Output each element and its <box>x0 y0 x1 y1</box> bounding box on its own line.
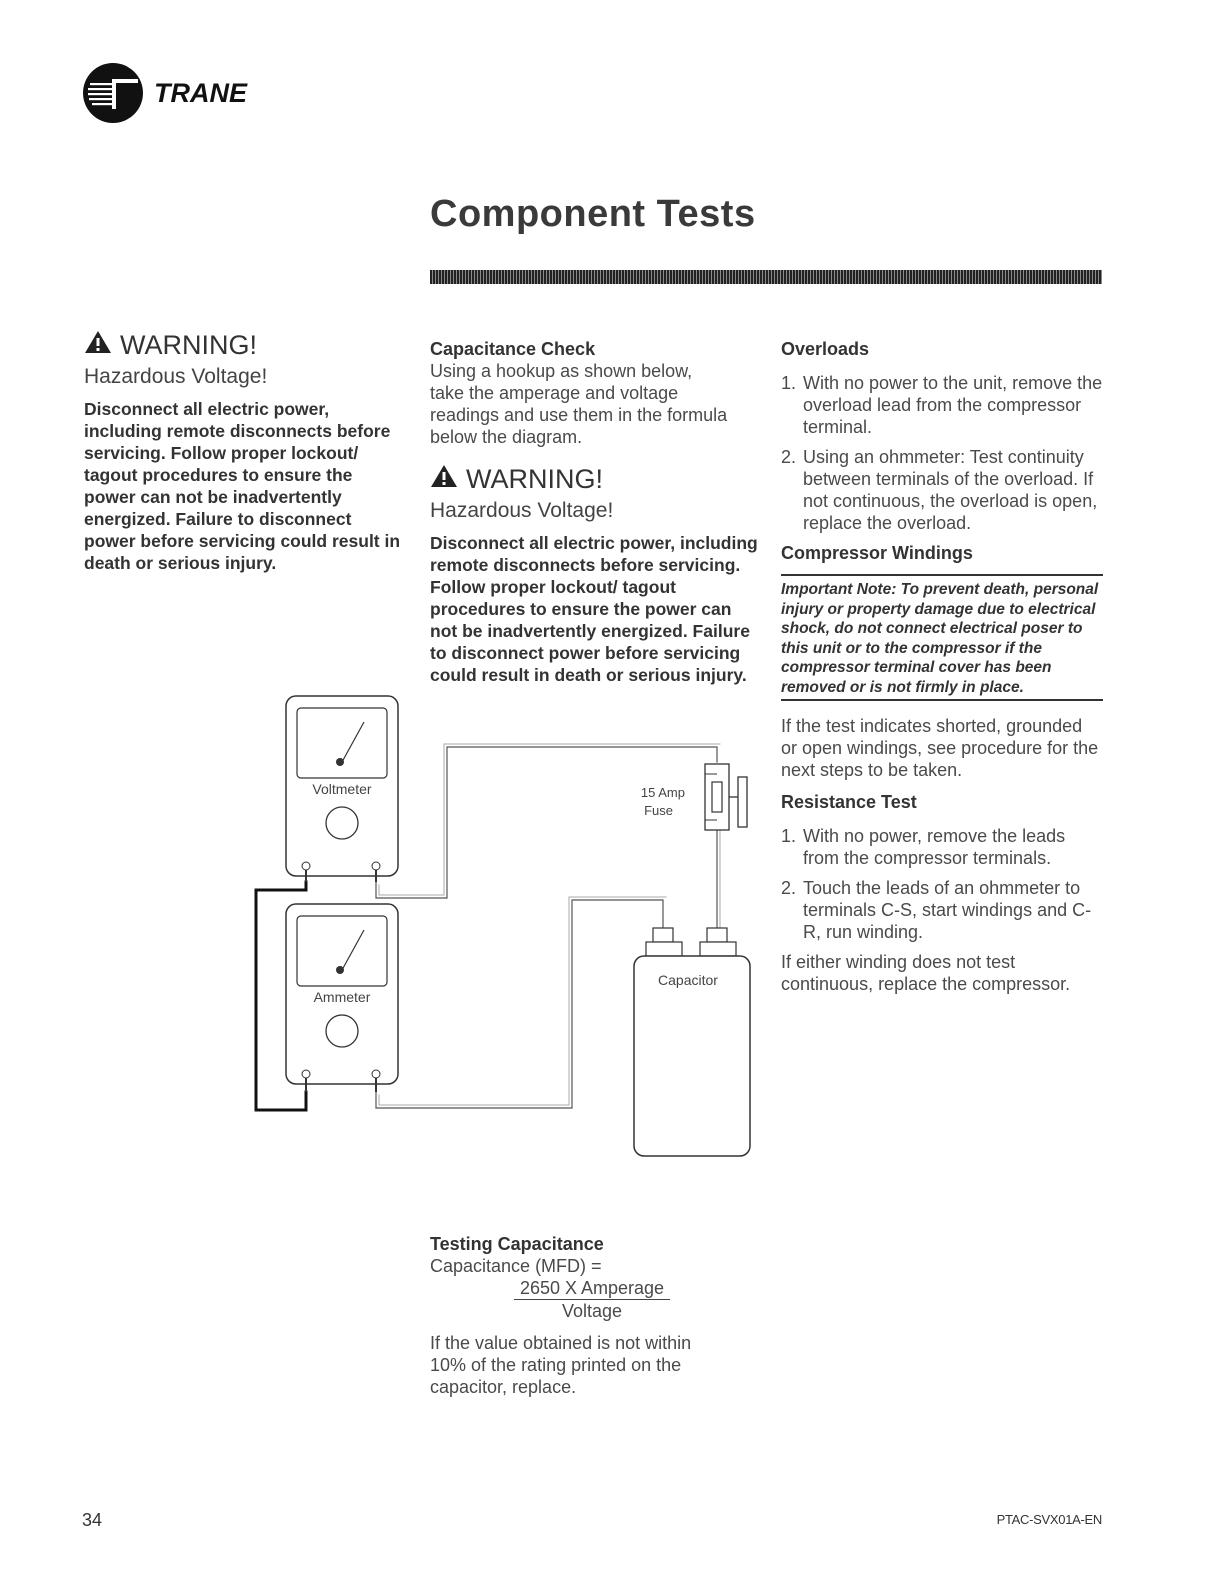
warning-triangle-icon <box>84 330 112 360</box>
ammeter <box>286 904 398 1092</box>
warning-body: Disconnect all electric power, including remote disconnects before servicing. Follow proper lockout/ tagout procedures to ensure the power can not be inadvertently energized. Failure to disconnect power before servicing could result in death or serious injury. <box>430 533 758 685</box>
trane-logo <box>82 60 272 130</box>
overloads-list <box>781 372 1103 534</box>
list-item: 2. Touch the leads of an ohmmeter to terminals C-S, start windings and C-R, run winding. <box>781 878 1092 942</box>
compressor-windings-body: If the test indicates shorted, grounded or open windings, see procedure for the next steps to be taken. <box>781 716 1099 780</box>
wire-ammeter-capacitor <box>376 900 663 1108</box>
formula-lhs: Capacitance (MFD) = <box>430 1256 602 1276</box>
document-code: PTAC-SVX01A-EN <box>996 1512 1102 1527</box>
overloads-heading: Overloads <box>781 339 870 359</box>
middle-column <box>430 338 760 686</box>
capacitance-check-heading: Capacitance Check <box>430 339 596 359</box>
resistance-test-heading: Resistance Test <box>781 792 917 812</box>
testing-capacitance-section <box>430 1233 750 1398</box>
warning-subtitle: Hazardous Voltage! <box>430 499 614 522</box>
testing-capacitance-body: If the value obtained is not within 10% of the rating printed on the capacitor, replace. <box>430 1333 692 1397</box>
title-rule <box>430 270 1102 284</box>
formula-fraction <box>514 1277 670 1322</box>
capacitance-check-body: Using a hookup as shown below, take the amperage and voltage readings and use them in the formula below the diagram. <box>430 361 728 447</box>
capacitance-hookup-diagram <box>250 690 760 1160</box>
fuse-label-line2: Fuse <box>644 803 673 818</box>
important-note: Important Note: To prevent death, personal injury or property damage due to electrical shock, do not connect electrical poser to this unit or to the compressor if the compressor terminal cover has been removed or is not firmly in place. <box>781 574 1103 701</box>
warning-title-text: WARNING! <box>120 330 257 360</box>
capacitor-label: Capacitor <box>658 972 718 988</box>
right-column <box>781 338 1103 995</box>
fuse-label-line1: 15 Amp <box>640 785 685 800</box>
formula-denominator: Voltage <box>561 1301 623 1321</box>
warning-title <box>84 330 406 360</box>
warning-title-text: WARNING! <box>466 464 603 494</box>
page-title: Component Tests <box>430 193 756 235</box>
warning-title <box>430 464 760 494</box>
formula-numerator: 2650 X Amperage <box>514 1277 670 1300</box>
voltmeter <box>286 696 398 882</box>
warning-triangle-icon <box>430 464 458 494</box>
resistance-test-body: If either winding does not test continuous, replace the compressor. <box>781 952 1071 994</box>
page-number: 34 <box>82 1510 103 1530</box>
left-column <box>84 330 406 574</box>
list-item: 2. Using an ohmmeter: Test continuity between terminals of the overload. If not continuous, the overload is open, replace the overload. <box>781 447 1098 533</box>
brand-name: TRANE <box>154 78 247 108</box>
list-item: 1. With no power to the unit, remove the overload lead from the compressor terminal. <box>781 373 1103 437</box>
voltmeter-label: Voltmeter <box>312 781 372 797</box>
capacitor <box>634 928 750 1156</box>
warning-body: Disconnect all electric power, including remote disconnects before servicing. Follow proper lockout/ tagout procedures to ensure the power can not be inadvertently energized. Failure to disconnect power before servicing could result in death or serious injury. <box>84 399 401 573</box>
testing-capacitance-heading: Testing Capacitance <box>430 1234 604 1254</box>
fuse <box>641 764 747 830</box>
wire-voltmeter-fuse <box>376 747 717 898</box>
compressor-windings-heading: Compressor Windings <box>781 543 973 563</box>
ammeter-label: Ammeter <box>313 989 371 1005</box>
warning-subtitle: Hazardous Voltage! <box>84 365 268 388</box>
list-item: 1. With no power, remove the leads from the compressor terminals. <box>781 826 1066 868</box>
resistance-test-list <box>781 825 1103 943</box>
